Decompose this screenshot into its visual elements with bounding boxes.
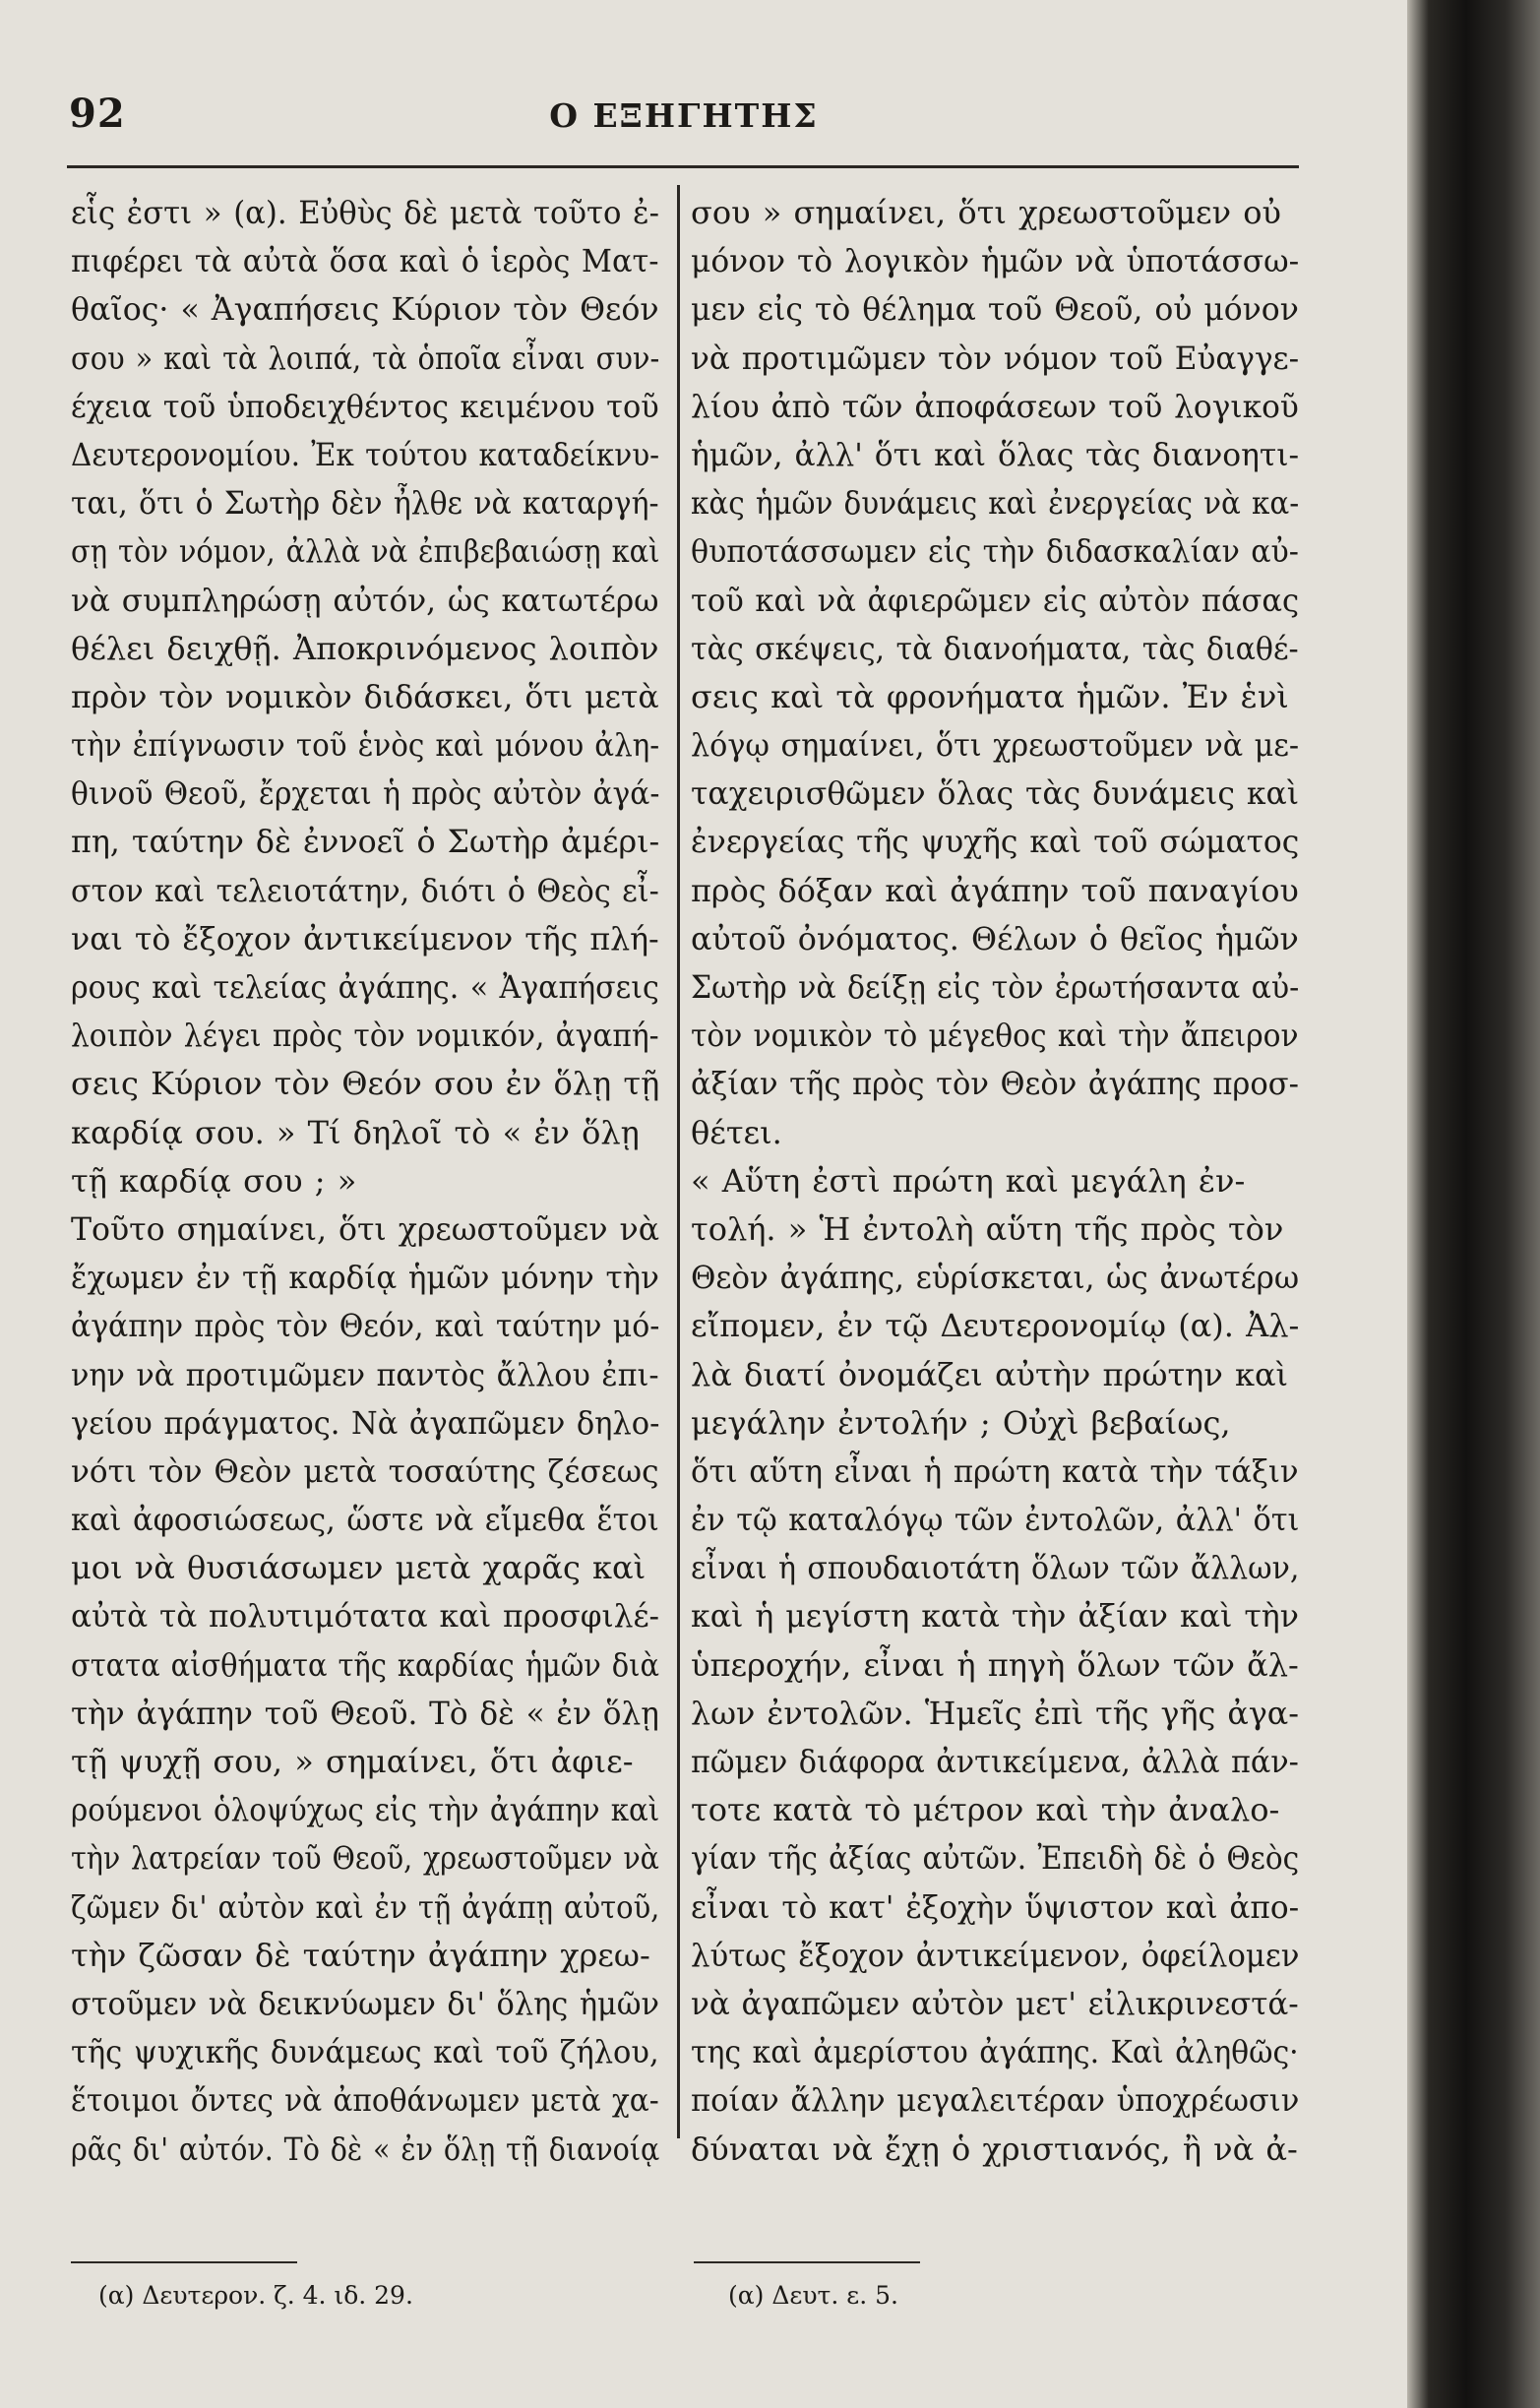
text-line: μεν εἰς τὸ θέλημα τοῦ Θεοῦ, οὐ μόνον bbox=[691, 290, 1299, 329]
page-header bbox=[69, 91, 1299, 150]
text-line: καρδίᾳ σου. » Τί δηλοῖ τὸ « ἐν ὅλῃ bbox=[71, 1113, 640, 1151]
text-line: σου » σημαίνει, ὅτι χρεωστοῦμεν οὐ bbox=[691, 194, 1281, 231]
text-line: εἴπομεν, ἐν τῷ Δευτερονομίῳ (α). Ἀλ- bbox=[691, 1307, 1300, 1345]
text-line: κὰς ἡμῶν δυνάμεις καὶ ἐνεργείας νὰ κα- bbox=[691, 484, 1300, 523]
text-line: δύναται νὰ ἔχῃ ὁ χριστιανός, ἢ νὰ ἀ- bbox=[691, 2130, 1298, 2168]
text-line: πιφέρει τὰ αὐτὰ ὅσα καὶ ὁ ἱερὸς Ματ- bbox=[71, 242, 659, 280]
text-line: τὴν ἀγάπην τοῦ Θεοῦ. Τὸ δὲ « ἐν ὅλῃ bbox=[71, 1694, 659, 1732]
footnote-rule-right bbox=[694, 2261, 920, 2263]
text-line: λοιπὸν λέγει πρὸς τὸν νομικόν, ἀγαπή- bbox=[71, 1017, 659, 1055]
text-line: εἶναι ἡ σπουδαιοτάτη ὅλων τῶν ἄλλων, bbox=[691, 1549, 1300, 1587]
text-line: ταχειρισθῶμεν ὅλας τὰς δυνάμεις καὶ bbox=[691, 774, 1299, 813]
text-line: στον καὶ τελειοτάτην, διότι ὁ Θεὸς εἶ- bbox=[71, 871, 659, 909]
text-line: λύτως ἔξοχον ἀντικείμενον, ὀφείλομεν bbox=[691, 1936, 1300, 1974]
text-line: τὴν ἐπίγνωσιν τοῦ ἑνὸς καὶ μόνου ἀλη- bbox=[71, 726, 660, 765]
text-line: γίαν τῆς ἀξίας αὐτῶν. Ἐπειδὴ δὲ ὁ Θεὸς bbox=[691, 1839, 1300, 1878]
text-line: ὑπεροχήν, εἶναι ἡ πηγὴ ὅλων τῶν ἄλ- bbox=[691, 1645, 1299, 1684]
text-line: ζῶμεν δι' αὐτὸν καὶ ἐν τῇ ἀγάπῃ αὐτοῦ, bbox=[71, 1887, 660, 1926]
text-line: τὰς σκέψεις, τὰ διανοήματα, τὰς διαθέ- bbox=[691, 629, 1299, 667]
text-line: έχεια τοῦ ὑποδειχθέντος κειμένου τοῦ bbox=[71, 387, 659, 425]
text-line: λόγῳ σημαίνει, ὅτι χρεωστοῦμεν νὰ με- bbox=[691, 726, 1300, 765]
text-line: ἕτοιμοι ὄντες νὰ ἀποθάνωμεν μετὰ χα- bbox=[71, 2081, 659, 2120]
text-line: μοι νὰ θυσιάσωμεν μετὰ χαρᾶς καὶ bbox=[71, 1549, 647, 1587]
text-line: ἐν τῷ καταλόγῳ τῶν ἐντολῶν, ἀλλ' ὅτι bbox=[691, 1501, 1300, 1539]
book-spine-shadow bbox=[1407, 0, 1540, 2408]
text-line: σου » καὶ τὰ λοιπά, τὰ ὁποῖα εἶναι συν- bbox=[71, 339, 660, 377]
text-line: καὶ ἀφοσιώσεως, ὥστε νὰ εἴμεθα ἕτοι bbox=[71, 1501, 659, 1539]
footnote-right: (α) Δευτ. ε. 5. bbox=[728, 2281, 898, 2310]
text-line: ἀξίαν τῆς πρὸς τὸν Θεὸν ἀγάπης προσ- bbox=[691, 1065, 1299, 1103]
text-line: ἔχωμεν ἐν τῇ καρδίᾳ ἡμῶν μόνην τὴν bbox=[71, 1259, 659, 1297]
text-line: τὴν ζῶσαν δὲ ταύτην ἀγάπην χρεω- bbox=[71, 1936, 650, 1974]
text-line: νὰ ἀγαπῶμεν αὐτὸν μετ' εἰλικρινεστά- bbox=[691, 1984, 1299, 2022]
text-line: μόνον τὸ λογικὸν ἡμῶν νὰ ὑποτάσσω- bbox=[691, 242, 1300, 280]
text-line: αὐτὰ τὰ πολυτιμότατα καὶ προσφιλέ- bbox=[71, 1597, 660, 1636]
text-line: τὴν λατρείαν τοῦ Θεοῦ, χρεωστοῦμεν νὰ bbox=[71, 1839, 659, 1878]
text-line: ρᾶς δι' αὐτόν. Τὸ δὲ « ἐν ὅλῃ τῇ διανοίᾳ bbox=[71, 2130, 660, 2168]
right-column bbox=[691, 189, 1300, 2168]
text-line: ποίαν ἄλλην μεγαλειτέραν ὑποχρέωσιν bbox=[691, 2081, 1300, 2120]
text-line: νὰ συμπληρώσῃ αὐτόν, ὡς κατωτέρω bbox=[71, 581, 659, 619]
text-line: τῇ καρδίᾳ σου ; » bbox=[71, 1161, 357, 1200]
text-line: τὸν νομικὸν τὸ μέγεθος καὶ τὴν ἄπειρον bbox=[691, 1017, 1299, 1055]
text-line: θυποτάσσωμεν εἰς τὴν διδασκαλίαν αὐ- bbox=[691, 532, 1299, 571]
text-line: ρους καὶ τελείας ἀγάπης. « Ἀγαπήσεις bbox=[71, 968, 659, 1006]
text-line: ὅτι αὕτη εἶναι ἡ πρώτη κατὰ τὴν τάξιν bbox=[691, 1451, 1299, 1490]
text-line: νότι τὸν Θεὸν μετὰ τοσαύτης ζέσεως bbox=[71, 1451, 659, 1490]
text-line: εἷς ἐστι » (α). Εὐθὺς δὲ μετὰ τοῦτο ἐ- bbox=[71, 194, 659, 231]
text-line: γείου πράγματος. Νὰ ἀγαπῶμεν δηλο- bbox=[71, 1403, 660, 1442]
text-line: στατα αἰσθήματα τῆς καρδίας ἡμῶν διὰ bbox=[71, 1645, 659, 1684]
text-line: « Αὕτη ἐστὶ πρώτη καὶ μεγάλη ἐν- bbox=[691, 1161, 1246, 1200]
text-line: θινοῦ Θεοῦ, ἔρχεται ἡ πρὸς αὐτὸν ἀγά- bbox=[71, 774, 660, 813]
text-line: λίου ἀπὸ τῶν ἀποφάσεων τοῦ λογικοῦ bbox=[691, 387, 1299, 425]
text-line: ἀγάπην πρὸς τὸν Θεόν, καὶ ταύτην μό- bbox=[71, 1307, 660, 1345]
text-line: τῇ ψυχῇ σου, » σημαίνει, ὅτι ἀφιε- bbox=[71, 1743, 634, 1780]
text-line: ἡμῶν, ἀλλ' ὅτι καὶ ὅλας τὰς διανοητι- bbox=[691, 435, 1300, 473]
text-line: σεις Κύριον τὸν Θεόν σου ἐν ὅλῃ τῇ bbox=[71, 1065, 660, 1103]
column-divider bbox=[677, 185, 680, 2138]
running-title: Ο ΕΞΗΓΗΤΗΣ bbox=[549, 96, 819, 135]
text-line: τῆς ψυχικῆς δυνάμεως καὶ τοῦ ζήλου, bbox=[71, 2033, 659, 2071]
text-line: λων ἐντολῶν. Ἡμεῖς ἐπὶ τῆς γῆς ἀγα- bbox=[691, 1694, 1299, 1732]
text-line: θέτει. bbox=[691, 1113, 782, 1151]
text-line: τοτε κατὰ τὸ μέτρον καὶ τὴν ἀναλο- bbox=[691, 1791, 1280, 1829]
text-line: ἐνεργείας τῆς ψυχῆς καὶ τοῦ σώματος bbox=[691, 823, 1300, 861]
text-line: Τοῦτο σημαίνει, ὅτι χρεωστοῦμεν νὰ bbox=[71, 1209, 659, 1248]
text-line: πῶμεν διάφορα ἀντικείμενα, ἀλλὰ πάν- bbox=[691, 1743, 1299, 1780]
text-line: μεγάλην ἐντολήν ; Οὐχὶ βεβαίως, bbox=[691, 1403, 1231, 1442]
text-line: νην νὰ προτιμῶμεν παντὸς ἄλλου ἐπι- bbox=[71, 1355, 659, 1393]
text-line: νὰ προτιμῶμεν τὸν νόμον τοῦ Εὐαγγε- bbox=[691, 339, 1300, 377]
text-line: ται, ὅτι ὁ Σωτὴρ δὲν ἦλθε νὰ καταργή- bbox=[71, 484, 659, 523]
left-column bbox=[71, 189, 660, 2168]
footnote-rule-left bbox=[71, 2261, 297, 2263]
text-line: πη, ταύτην δὲ ἐννοεῖ ὁ Σωτὴρ ἀμέρι- bbox=[71, 823, 660, 861]
text-line: ναι τὸ ἔξοχον ἀντικείμενον τῆς πλή- bbox=[71, 919, 659, 957]
text-line: της καὶ ἀμερίστου ἀγάπης. Καὶ ἀληθῶς· bbox=[691, 2033, 1299, 2071]
text-line: θέλει δειχθῇ. Ἀποκρινόμενος λοιπὸν bbox=[71, 629, 659, 667]
text-line: πρὸν τὸν νομικὸν διδάσκει, ὅτι μετὰ bbox=[71, 677, 659, 715]
text-line: Θεὸν ἀγάπης, εὑρίσκεται, ὡς ἀνωτέρω bbox=[691, 1259, 1300, 1297]
text-line: σεις καὶ τὰ φρονήματα ἡμῶν. Ἐν ἑνὶ bbox=[691, 677, 1289, 715]
text-line: καὶ ἡ μεγίστη κατὰ τὴν ἀξίαν καὶ τὴν bbox=[691, 1597, 1299, 1636]
text-line: θαῖος· « Ἀγαπήσεις Κύριον τὸν Θεόν bbox=[71, 290, 659, 329]
page-number: 92 bbox=[69, 91, 126, 137]
header-rule bbox=[67, 165, 1299, 168]
text-line: στοῦμεν νὰ δεικνύωμεν δι' ὅλης ἡμῶν bbox=[71, 1984, 659, 2022]
text-line: τοῦ καὶ νὰ ἀφιερῶμεν εἰς αὐτὸν πάσας bbox=[691, 581, 1300, 619]
text-line: σῃ τὸν νόμον, ἀλλὰ νὰ ἐπιβεβαιώσῃ καὶ bbox=[71, 532, 660, 571]
footnote-left: (α) Δευτερον. ζ. 4. ιδ. 29. bbox=[98, 2281, 413, 2310]
text-line: αὐτοῦ ὀνόματος. Θέλων ὁ θεῖος ἡμῶν bbox=[691, 919, 1299, 957]
text-line: λὰ διατί ὀνομάζει αὐτὴν πρώτην καὶ bbox=[691, 1355, 1289, 1393]
text-line: Σωτὴρ νὰ δείξῃ εἰς τὸν ἐρωτήσαντα αὐ- bbox=[691, 968, 1300, 1006]
text-line: τολή. » Ἡ ἐντολὴ αὕτη τῆς πρὸς τὸν bbox=[691, 1209, 1284, 1248]
text-line: Δευτερονομίου. Ἐκ τούτου καταδείκνυ- bbox=[71, 435, 660, 473]
text-line: ρούμενοι ὁλοψύχως εἰς τὴν ἀγάπην καὶ bbox=[71, 1791, 660, 1829]
text-line: πρὸς δόξαν καὶ ἀγάπην τοῦ παναγίου bbox=[691, 871, 1299, 909]
text-line: εἶναι τὸ κατ' ἐξοχὴν ὕψιστον καὶ ἀπο- bbox=[691, 1887, 1300, 1926]
